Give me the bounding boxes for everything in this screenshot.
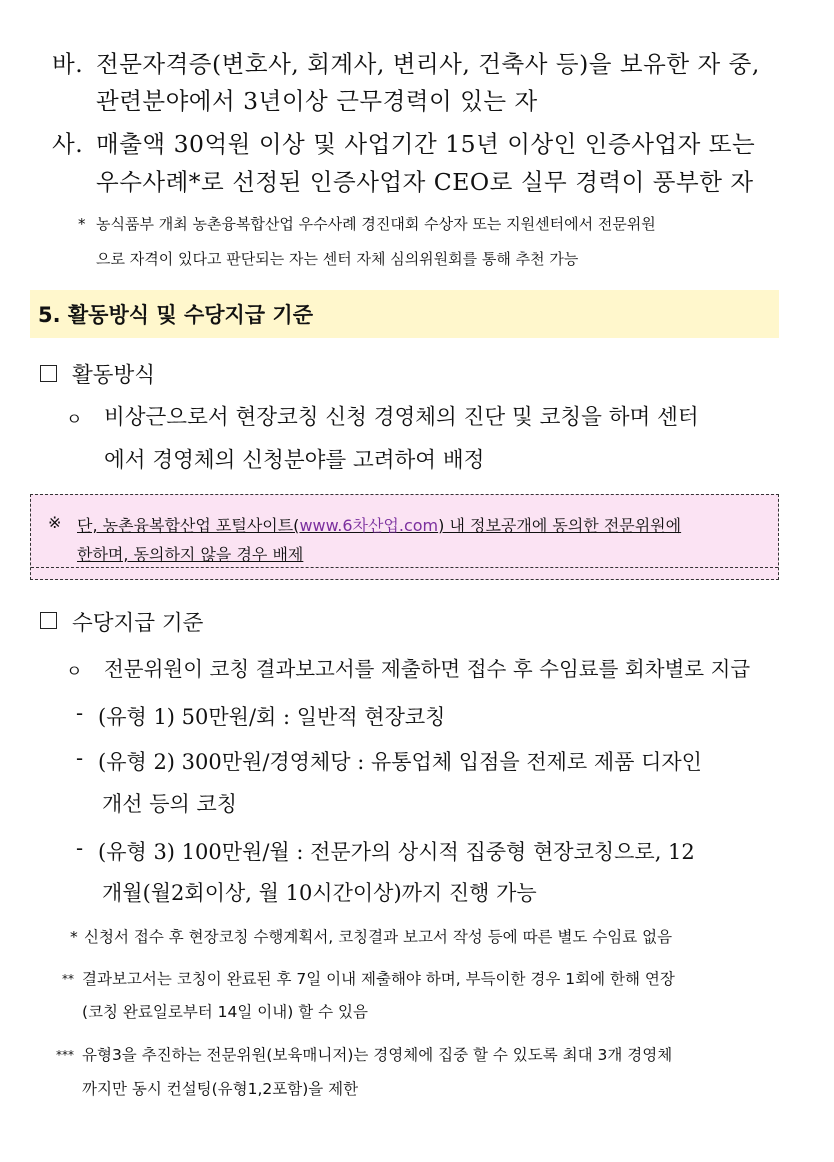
notice-divider (31, 567, 778, 568)
footnote1-line1: 신청서 접수 후 현장코칭 수행계획서, 코칭결과 보고서 작성 등에 따른 별도 수임료 없음 (84, 928, 673, 946)
footnote3-line2: 까지만 동시 컨설팅(유형1,2포함)을 제한 (82, 1080, 359, 1098)
activity-line2: 에서 경영체의 신청분야를 고려하여 배정 (104, 448, 485, 473)
activity-line1: 비상근으로서 현장코칭 신청 경영체의 진단 및 코칭을 하며 센터 (104, 405, 699, 430)
notice-line1-post: ) 내 정보공개에 동의한 전문위원에 (438, 516, 682, 535)
note-line2: 으로 자격이 있다고 판단되는 자는 센터 자체 심의위원회를 통해 추천 가능 (96, 250, 579, 268)
allowance-bullet-text: 전문위원이 코칭 결과보고서를 제출하면 접수 후 수임료를 회차별로 지급 (104, 657, 751, 681)
activity-heading: 활동방식 (72, 363, 156, 388)
footnote2-line1: 결과보고서는 코칭이 완료된 후 7일 이내 제출해야 하며, 부득이한 경우 1회에 한해 연장 (82, 970, 675, 988)
footnote3-line1: 유형3을 추진하는 전문위원(보육매니저)는 경영체에 집중 할 수 있도록 최대 3개 경영체 (82, 1046, 673, 1064)
item-ba-line1: 전문자격증(변호사, 회계사, 변리사, 건축사 등)을 보유한 자 중, (96, 50, 760, 78)
item-ba-marker: 바. (52, 50, 84, 78)
notice-marker: ※ (48, 513, 62, 532)
activity-bullet-marker: ㅇ (66, 410, 83, 430)
note-line1: 농식품부 개최 농촌융복합산업 우수사례 경진대회 수상자 또는 지원센터에서 전문위원 (96, 215, 656, 233)
item-sa-line1: 매출액 30억원 이상 및 사업기간 15년 이상인 인증사업자 또는 (96, 130, 756, 158)
section-title: 5. 활동방식 및 수당지급 기준 (38, 303, 313, 327)
portal-link[interactable]: www.6차산업.com (299, 516, 439, 535)
type3-line2: 개월(월2회이상, 월 10시간이상)까지 진행 가능 (102, 881, 537, 905)
footnote2-line2: (코칭 완료일로부터 14일 이내) 할 수 있음 (82, 1003, 368, 1021)
footnote2-marker: ** (62, 972, 74, 986)
note-marker: * (78, 215, 86, 233)
notice-box (30, 494, 779, 580)
section-header-bar (30, 290, 779, 338)
item-sa-line2: 우수사례*로 선정된 인증사업자 CEO로 실무 경력이 풍부한 자 (96, 168, 754, 196)
notice-line1-pre: 단, 농촌융복합산업 포털사이트( (77, 516, 300, 535)
type2-line1: (유형 2) 300만원/경영체당 : 유통업체 입점을 전제로 제품 디자인 (98, 750, 702, 774)
checkbox-square-icon (40, 365, 57, 382)
item-sa-marker: 사. (52, 130, 84, 158)
type3-line1: (유형 3) 100만원/월 : 전문가의 상시적 집중형 현장코칭으로, 12 (98, 840, 695, 864)
allowance-bullet-marker: ㅇ (66, 662, 83, 682)
allowance-heading: 수당지급 기준 (72, 611, 204, 636)
type1-marker: - (76, 701, 84, 725)
footnote1-marker: * (70, 928, 78, 946)
notice-line2: 한하며, 동의하지 않을 경우 배제 (77, 545, 304, 564)
type2-marker: - (76, 746, 84, 770)
type3-marker: - (76, 836, 84, 860)
notice-line1 (77, 513, 681, 536)
type2-line2: 개선 등의 코칭 (102, 792, 238, 816)
item-ba-line2: 관련분야에서 3년이상 근무경력이 있는 자 (96, 87, 538, 115)
footnote3-marker: *** (56, 1048, 74, 1062)
type1-line1: (유형 1) 50만원/회 : 일반적 현장코칭 (98, 705, 446, 729)
checkbox-square-icon (40, 612, 57, 629)
